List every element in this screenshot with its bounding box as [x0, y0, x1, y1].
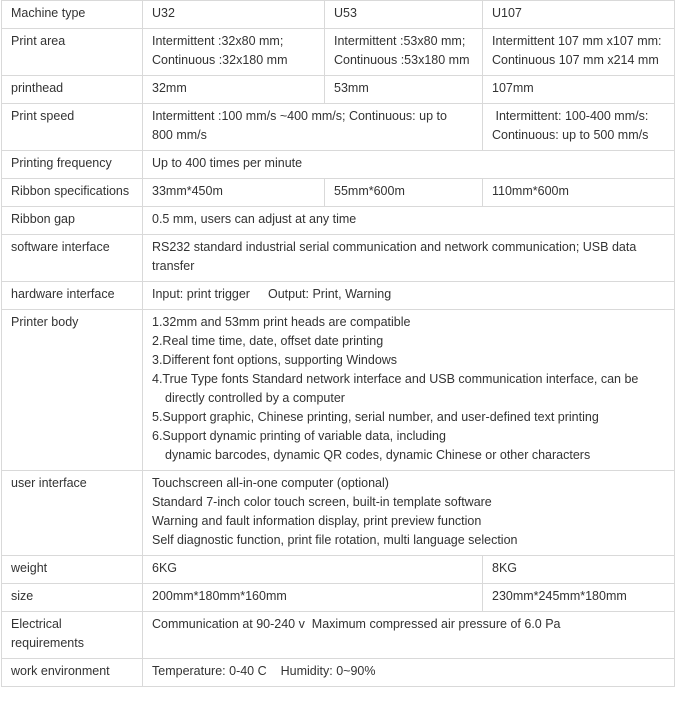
user-interface-line: Self diagnostic function, print file rotation, multi language selection: [152, 533, 518, 547]
cell-work-environment: [143, 659, 675, 687]
user-interface-line: Touchscreen all-in-one computer (optional): [152, 476, 389, 490]
row-weight: [2, 556, 675, 584]
electrical-label-line: Electrical: [11, 617, 62, 631]
cell-machine-type-u53: U53: [325, 1, 483, 29]
cell-hardware-interface: [143, 282, 675, 310]
row-print-area: [2, 29, 675, 76]
print-speed-line: 800 mm/s: [152, 128, 207, 142]
cell-weight-u107: 8KG: [483, 556, 675, 584]
cell-user-interface: [143, 471, 675, 556]
label-printhead: printhead: [2, 76, 143, 104]
software-interface-line: transfer: [152, 259, 195, 273]
row-electrical-requirements: [2, 612, 675, 659]
row-work-environment: [2, 659, 675, 687]
print-area-u107-line: Continuous 107 mm x214 mm: [492, 53, 659, 67]
cell-ribbon-gap: 0.5 mm, users can adjust at any time: [143, 207, 675, 235]
cell-electrical-requirements: Communication at 90-240 v Maximum compressed air pressure of 6.0 Pa: [143, 612, 675, 659]
cell-printhead-u53: 53mm: [325, 76, 483, 104]
printer-body-line: 6.Support dynamic printing of variable data, including: [152, 429, 446, 443]
print-area-u32-line: Intermittent :32x80 mm;: [152, 34, 284, 48]
row-ribbon-specifications: [2, 179, 675, 207]
row-print-speed: [2, 104, 675, 151]
software-interface-line: RS232 standard industrial serial communication and network communication; USB data: [152, 240, 637, 254]
row-user-interface: [2, 471, 675, 556]
cell-ribbon-u107: 110mm*600m: [483, 179, 675, 207]
printer-body-line: directly controlled by a computer: [165, 391, 345, 405]
row-printing-frequency: [2, 151, 675, 179]
cell-printer-body: [143, 310, 675, 471]
hardware-input: Input: print trigger: [152, 287, 250, 301]
cell-ribbon-u53: 55mm*600m: [325, 179, 483, 207]
printer-body-line: dynamic barcodes, dynamic QR codes, dynamic Chinese or other characters: [165, 448, 591, 462]
print-area-u53-line: Continuous :53x180 mm: [334, 53, 470, 67]
row-machine-type: [2, 1, 675, 29]
cell-printhead-u32: 32mm: [143, 76, 325, 104]
print-area-u32-line: Continuous :32x180 mm: [152, 53, 288, 67]
work-temperature: Temperature: 0-40 C: [152, 664, 267, 678]
cell-machine-type-u107: U107: [483, 1, 675, 29]
print-speed-u107-line: Intermittent: 100-400 mm/s:: [492, 109, 649, 123]
label-printing-frequency: Printing frequency: [2, 151, 143, 179]
label-work-environment: work environment: [2, 659, 143, 687]
label-ribbon-specifications: Ribbon specifications: [2, 179, 143, 207]
cell-print-area-u53: [325, 29, 483, 76]
hardware-output: Output: Print, Warning: [267, 287, 392, 301]
label-ribbon-gap: Ribbon gap: [2, 207, 143, 235]
label-printer-body: Printer body: [2, 310, 143, 471]
cell-printing-frequency: Up to 400 times per minute: [143, 151, 675, 179]
cell-weight-u32-u53: 6KG: [143, 556, 483, 584]
electrical-label-line: requirements: [11, 636, 84, 650]
cell-software-interface: [143, 235, 675, 282]
cell-print-speed-u107: [483, 104, 675, 151]
print-area-u107-line: Intermittent 107 mm x107 mm:: [492, 34, 662, 48]
label-print-area: Print area: [2, 29, 143, 76]
label-user-interface: user interface: [2, 471, 143, 556]
cell-ribbon-u32: 33mm*450m: [143, 179, 325, 207]
printer-body-line: 5.Support graphic, Chinese printing, serial number, and user-defined text printing: [152, 410, 599, 424]
label-weight: weight: [2, 556, 143, 584]
label-software-interface: software interface: [2, 235, 143, 282]
printer-body-line: 3.Different font options, supporting Windows: [152, 353, 398, 367]
row-ribbon-gap: [2, 207, 675, 235]
cell-size-u32-u53: 200mm*180mm*160mm: [143, 584, 483, 612]
cell-print-area-u107: [483, 29, 675, 76]
label-electrical-requirements: [2, 612, 143, 659]
printer-body-line: 1.32mm and 53mm print heads are compatible: [152, 315, 411, 329]
row-hardware-interface: [2, 282, 675, 310]
printer-body-line: 2.Real time time, date, offset date printing: [152, 334, 384, 348]
print-speed-u107-line: Continuous: up to 500 mm/s: [492, 128, 649, 142]
label-hardware-interface: hardware interface: [2, 282, 143, 310]
work-humidity: Humidity: 0~90%: [280, 664, 376, 678]
label-size: size: [2, 584, 143, 612]
label-print-speed: Print speed: [2, 104, 143, 151]
row-printer-body: [2, 310, 675, 471]
print-speed-line: Intermittent :100 mm/s ~400 mm/s; Continuous: up to: [152, 109, 447, 123]
cell-printhead-u107: 107mm: [483, 76, 675, 104]
cell-machine-type-u32: U32: [143, 1, 325, 29]
cell-print-area-u32: [143, 29, 325, 76]
row-printhead: [2, 76, 675, 104]
cell-print-speed-u32-u53: [143, 104, 483, 151]
row-software-interface: [2, 235, 675, 282]
user-interface-line: Standard 7-inch color touch screen, built-in template software: [152, 495, 492, 509]
cell-size-u107: 230mm*245mm*180mm: [483, 584, 675, 612]
spec-table: [1, 0, 675, 687]
label-machine-type: Machine type: [2, 1, 143, 29]
row-size: [2, 584, 675, 612]
print-area-u53-line: Intermittent :53x80 mm;: [334, 34, 466, 48]
printer-body-line: 4.True Type fonts Standard network interface and USB communication interface, can be: [152, 372, 639, 386]
user-interface-line: Warning and fault information display, print preview function: [152, 514, 482, 528]
